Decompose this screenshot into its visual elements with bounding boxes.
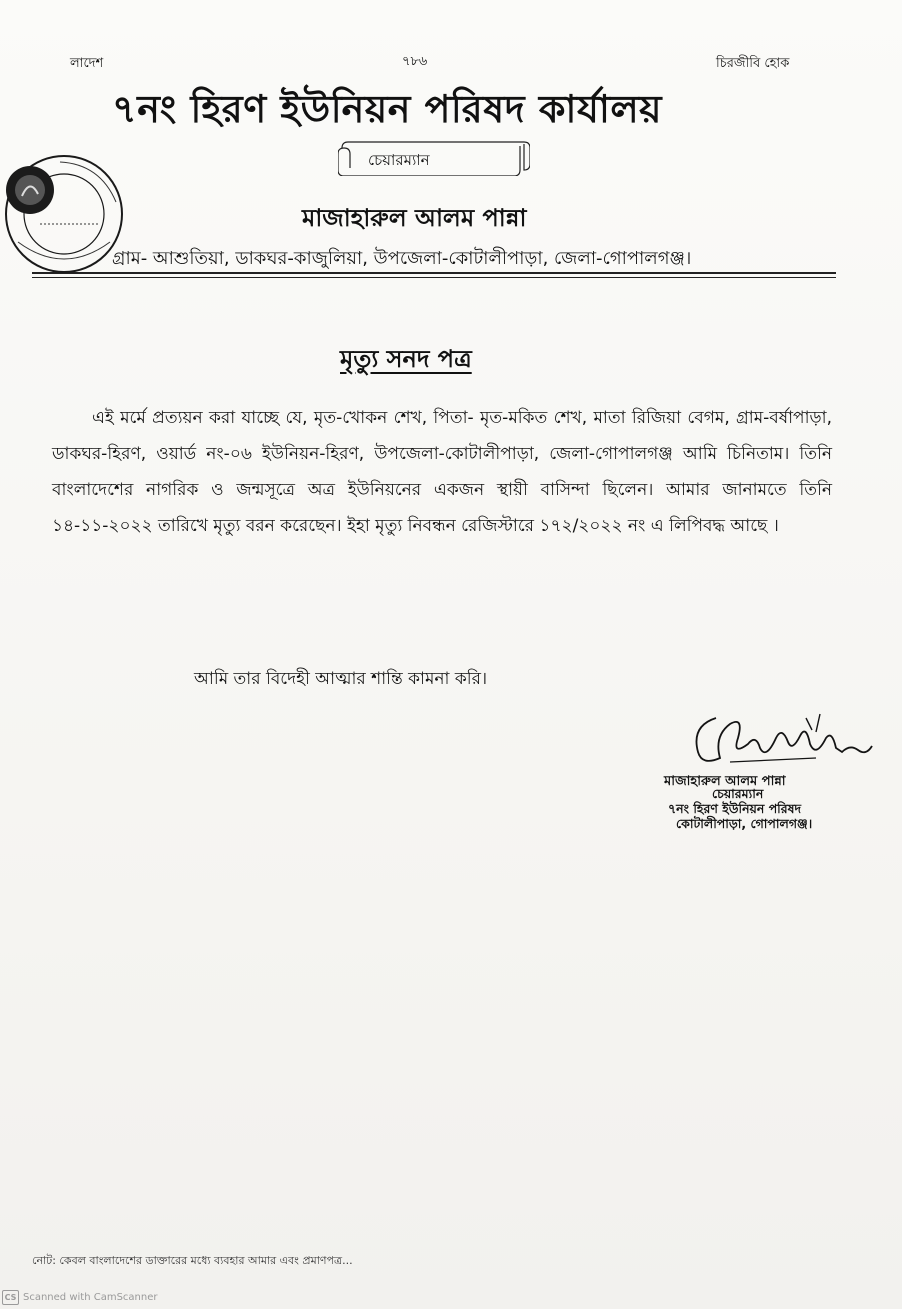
camscanner-icon: CS	[2, 1290, 19, 1305]
footer-note: নোট: কেবল বাংলাদেশের ডাক্তারের মধ্যে ব্যবহার আমার এবং প্রমাণপত্র...	[32, 1254, 353, 1267]
signatory-name: মাজাহারুল আলম পান্না	[664, 774, 786, 789]
signatory-location: কোটালীপাড়া, গোপালগঞ্জ।	[676, 816, 813, 831]
certificate-body	[52, 400, 832, 544]
scanner-badge-text: Scanned with CamScanner	[23, 1292, 158, 1303]
handwritten-signature-icon	[686, 708, 876, 780]
signatory-office: ৭নং হিরণ ইউনিয়ন পরিষদ	[668, 801, 802, 816]
chairman-name: মাজাহারুল আলম পান্না	[302, 204, 527, 232]
office-title: ৭নং হিরণ ইউনিয়ন পরিষদ কার্যালয়	[112, 87, 663, 131]
header-top-right: চিরজীবি হোক	[716, 56, 790, 71]
certificate-paragraph: এই মর্মে প্রত্যয়ন করা যাচ্ছে যে, মৃত-খোকন শেখ, পিতা- মৃত-মকিত শেখ, মাতা রিজিয়া বেগম, গ্রাম-বর্ষাপাড়া, ডাকঘর-হিরণ, ওয়ার্ড নং-০৬ ইউনিয়ন-হিরণ, উপজেলা-কোটালীপাড়া, জেলা-গোপালগঞ্জ আমি চিনিতাম। তিনি বাংলাদেশের নাগরিক ও জন্মসূত্রে অত্র ইউনিয়নের একজন স্থায়ী বাসিন্দা ছিলেন। আমার জানামতে তিনি ১৪-১১-২০২২ তারিখে মৃত্যু বরন করেছেন। ইহা মৃত্যু নিবন্ধন রেজিস্টারে ১৭২/২০২২ নং এ লিপিবদ্ধ আছে ।	[52, 408, 832, 536]
header-divider-thin	[32, 277, 836, 278]
union-parishad-seal-icon	[0, 150, 128, 278]
scanner-badge	[2, 1290, 158, 1305]
office-address: গ্রাম- আশুতিয়া, ডাকঘর-কাজুলিয়া, উপজেলা-কোটালীপাড়া, জেলা-গোপালগঞ্জ।	[112, 248, 692, 269]
signatory-designation: চেয়ারম্যান	[712, 786, 764, 801]
header-top-left: লাদেশ	[70, 56, 104, 71]
designation-scroll-frame	[338, 138, 530, 176]
designation-label: চেয়ারম্যান	[368, 151, 430, 169]
closing-wish: আমি তার বিদেহী আত্মার শান্তি কামনা করি।	[194, 669, 488, 689]
header-divider-thick	[32, 272, 836, 274]
header-top-center: ৭৮৬	[402, 54, 428, 69]
document-title: মৃত্যু সনদ পত্র	[340, 345, 472, 373]
